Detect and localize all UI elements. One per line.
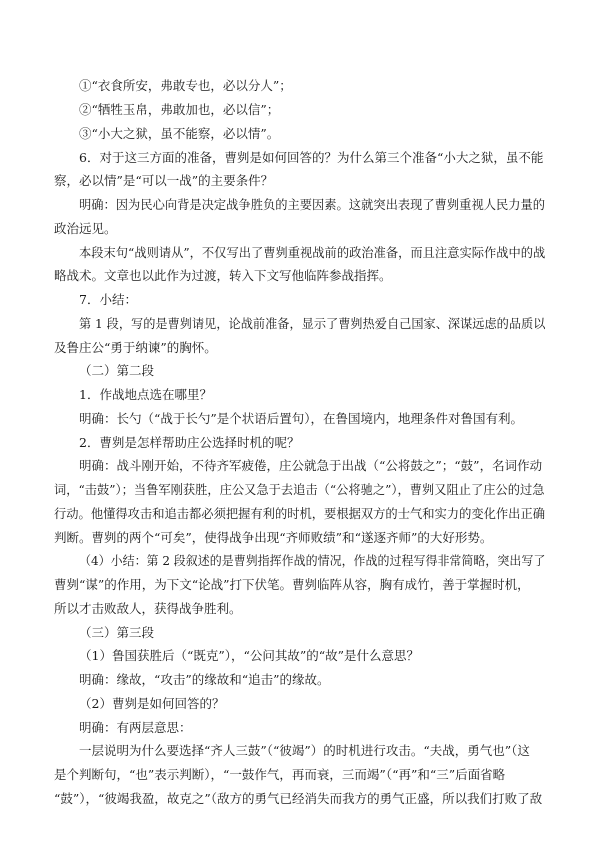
text-line: 所以才击败敌人，获得战争胜利。 bbox=[54, 601, 242, 616]
text-line: （2）曹刿是如何回答的？ bbox=[79, 696, 225, 711]
text-line: 明确：战斗刚开始，不待齐军疲倦，庄公就急于出战（“公将鼓之”；“鼓”，名词作动 bbox=[79, 458, 543, 473]
text-line: 判断。曹刿的两个“可矣”，使得战争出现“齐师败绩”和“遂逐齐师”的大好形势。 bbox=[54, 530, 493, 545]
text-line: ③“小大之狱，虽不能察，必以情”。 bbox=[79, 126, 280, 141]
text-line: 2．曹刿是怎样帮助庄公选择时机的呢？ bbox=[79, 435, 300, 450]
text-line: “鼓”），“彼竭我盈，故克之”（敌方的勇气已经消失而我方的勇气正盛，所以我们打败了敌 bbox=[54, 791, 543, 806]
text-line: 是个判断句，“也”表示判断），“一鼓作气，再而衰，三而竭”（“再”和“三”后面省略 bbox=[54, 767, 506, 782]
text-line: 略战术。文章也以此作为过渡，转入下文写他临阵参战指挥。 bbox=[54, 268, 392, 283]
section-heading: （二）第二段 bbox=[79, 363, 155, 378]
text-line: 本段末句“战则请从”，不仅写出了曹刿重视战前的政治准备，而且注意实际作战中的战 bbox=[79, 245, 546, 260]
text-line: 1．作战地点选在哪里？ bbox=[79, 387, 212, 402]
text-line: 明确：因为民心向背是决定战争胜负的主要因素。这就突出表现了曹刿重视人民力量的 bbox=[79, 197, 546, 212]
text-line: 曹刿“谋”的作用，为下文“论战”打下伏笔。曹刿临阵从容，胸有成竹，善于掌握时机， bbox=[54, 577, 530, 592]
text-line: 政治远见。 bbox=[54, 221, 117, 236]
text-line: 词，“击鼓”）；当鲁军刚获胜，庄公又急于去追击（“公将驰之”），曹刿又阻止了庄公的过急 bbox=[54, 482, 545, 497]
text-line: 及鲁庄公“勇于纳谏”的胸怀。 bbox=[54, 340, 217, 355]
text-line: 6．对于这三方面的准备，曹刿是如何回答的？为什么第三个准备“小大之狱，虽不能 bbox=[79, 150, 544, 165]
text-line: 一层说明为什么要选择“齐人三鼓”（“彼竭”）的时机进行攻击。“夫战，勇气也”（这 bbox=[79, 743, 530, 758]
text-line: 明确：有两层意思： bbox=[79, 720, 192, 735]
text-line: 第 1 段，写的是曹刿请见，论战前准备，显示了曹刿热爱自己国家、深谋远虑的品质以 bbox=[79, 316, 546, 331]
text-line: 明确：长勺（“战于长勺”是个状语后置句），在鲁国境内，地理条件对鲁国有利。 bbox=[79, 411, 524, 426]
text-line: （4）小结：第 2 段叙述的是曹刿指挥作战的情况，作战的过程写得非常简略，突出写了 bbox=[79, 553, 546, 568]
text-line: 7．小结： bbox=[79, 292, 137, 307]
section-heading: （三）第三段 bbox=[79, 625, 155, 640]
text-line: ②“牺牲玉帛，弗敢加也，必以信”； bbox=[79, 102, 280, 117]
text-line: 察，必以情”是“可以一战”的主要条件？ bbox=[54, 173, 274, 188]
text-line: ①“衣食所安，弗敢专也，必以分人”； bbox=[79, 78, 292, 93]
text-line: （1）鲁国获胜后（“既克”），“公问其故”的“故”是什么意思？ bbox=[79, 648, 420, 663]
text-line: 行动。他懂得攻击和追击都必须把握有利的时机，要根据双方的士气和实力的变化作出正确 bbox=[54, 506, 546, 521]
text-line: 明确：缘故，“攻击”的缘故和“追击”的缘故。 bbox=[79, 672, 330, 687]
